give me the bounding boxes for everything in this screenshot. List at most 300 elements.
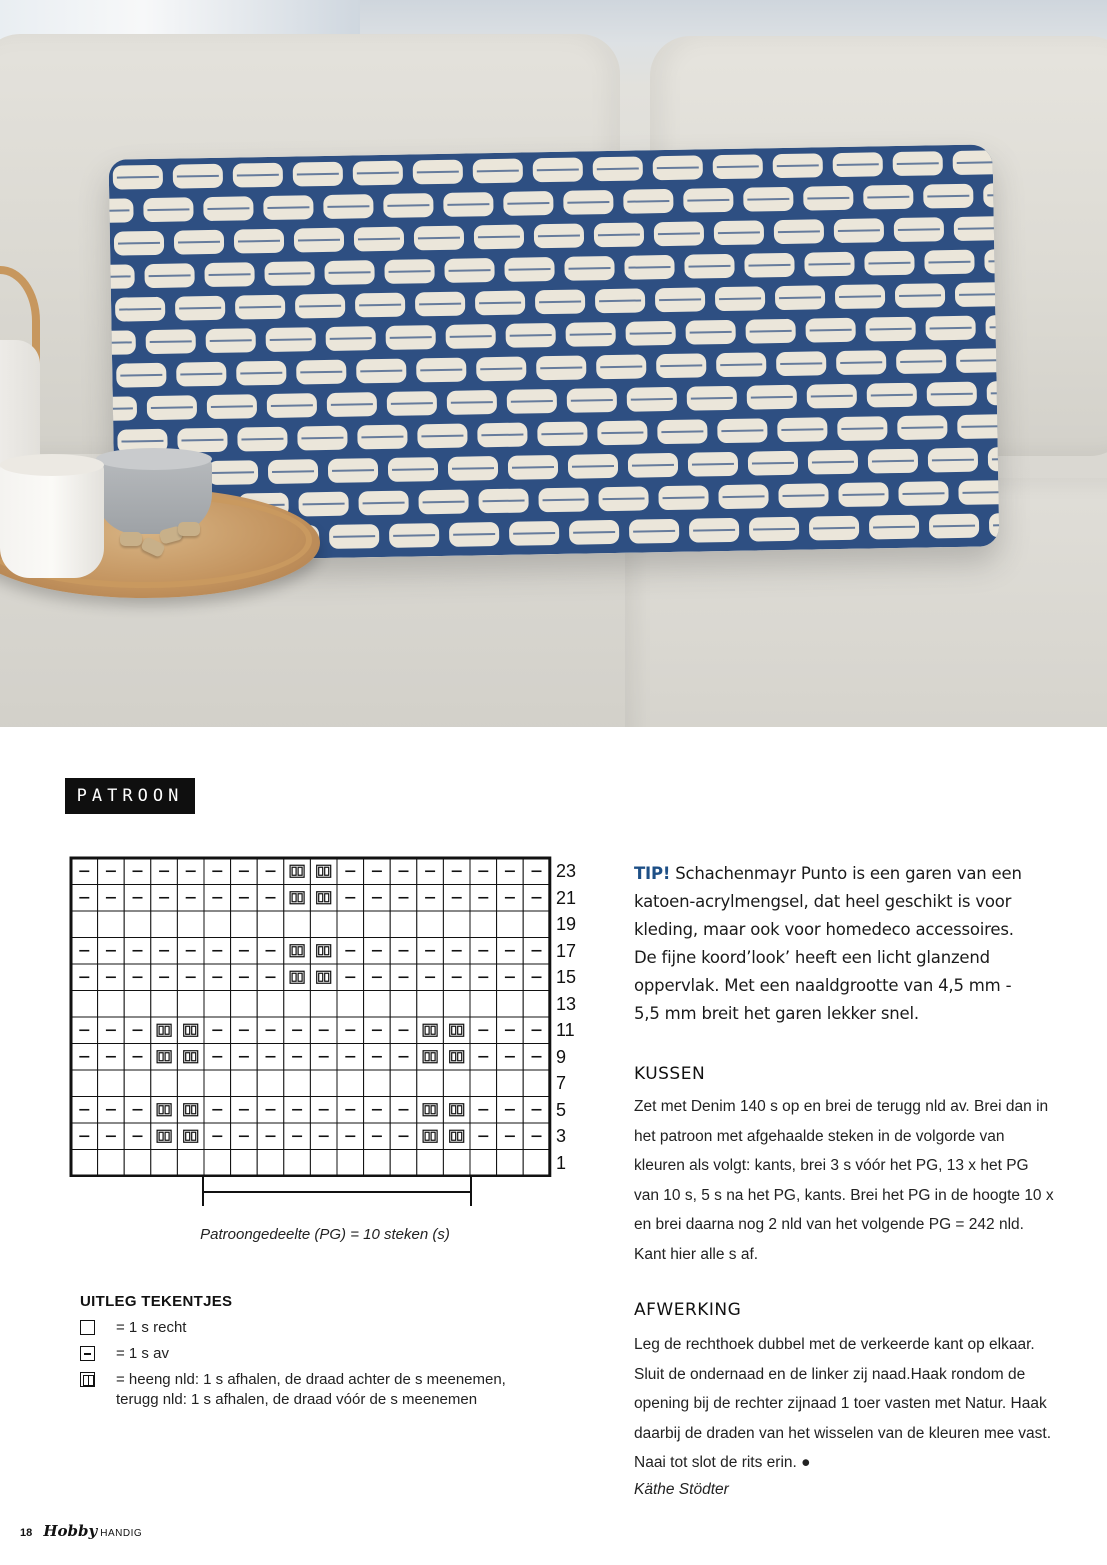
knit-stripe <box>601 432 643 433</box>
knit-stripe <box>272 471 314 472</box>
chart-caption: Patroongedeelte (PG) = 10 steken (s) <box>200 1226 450 1243</box>
chart-cell <box>177 1097 204 1124</box>
legend-item-av <box>80 1344 540 1364</box>
row-label: 13 <box>556 993 577 1014</box>
knit-stripe <box>267 207 309 208</box>
knit-stripe <box>109 210 130 211</box>
knit-stripe <box>109 342 132 343</box>
knit-stripe <box>269 273 311 274</box>
chart-cell <box>310 858 337 885</box>
chart-cell <box>417 1017 444 1044</box>
knit-stripe <box>181 440 223 441</box>
chart-cell <box>470 1150 497 1177</box>
chart-cell <box>284 1150 311 1177</box>
knit-stripe <box>480 369 522 370</box>
chart-cell <box>204 1070 231 1097</box>
knit-stripe <box>333 536 375 537</box>
knit-stripe <box>633 531 675 532</box>
row-label: 17 <box>556 940 577 961</box>
knit-stripe <box>418 238 460 239</box>
knit-stripe <box>961 426 999 427</box>
chart-cell <box>417 1044 444 1071</box>
knit-stripe <box>749 265 791 266</box>
knit-stripe <box>513 533 555 534</box>
tip-lead: TIP! <box>634 864 671 883</box>
chart-cell <box>390 1150 417 1177</box>
knit-stripe <box>509 269 551 270</box>
magazine-logo-sub: HANDIG <box>100 1528 143 1539</box>
chart-cell <box>231 911 258 938</box>
chart-cell <box>337 911 364 938</box>
knit-stripe <box>391 403 433 404</box>
chart-cell <box>364 911 391 938</box>
knit-stripe <box>481 435 523 436</box>
knit-stripe <box>179 308 221 309</box>
knit-stripe <box>300 372 342 373</box>
knit-stripe <box>753 529 795 530</box>
chart-cell <box>204 911 231 938</box>
afhalen-icon <box>80 1372 95 1387</box>
chart-cell <box>390 1070 417 1097</box>
chart-cell <box>310 991 337 1018</box>
chart-cell <box>337 991 364 1018</box>
row-label: 23 <box>556 861 577 881</box>
knit-stripe <box>813 528 855 529</box>
knit-stripe <box>659 299 701 300</box>
knit-stripe <box>297 174 339 175</box>
chart-cell <box>443 1044 470 1071</box>
knit-stripe <box>543 499 585 500</box>
knit-stripe <box>212 472 254 473</box>
chart-cell <box>231 991 258 1018</box>
chart-cell <box>364 1070 391 1097</box>
knit-stripe <box>843 494 885 495</box>
knit-stripe <box>723 496 765 497</box>
knit-stripe <box>303 504 345 505</box>
knit-stripe <box>720 364 762 365</box>
chart-cell <box>310 885 337 912</box>
knit-stripe <box>807 198 849 199</box>
knit-stripe <box>871 395 913 396</box>
chart-cell <box>443 1017 470 1044</box>
chart-cell <box>177 1070 204 1097</box>
knit-stripe <box>570 334 612 335</box>
knit-stripe <box>780 363 822 364</box>
chart-cell <box>204 1150 231 1177</box>
knit-stripe <box>873 527 915 528</box>
tip-box <box>634 860 1034 1028</box>
knit-stripe <box>207 208 249 209</box>
knit-stripe <box>721 430 763 431</box>
chart-cell <box>257 1070 284 1097</box>
knit-stripe <box>117 177 159 178</box>
chart-cell <box>310 938 337 965</box>
knit-stripe <box>477 171 519 172</box>
row-label: 7 <box>556 1073 567 1093</box>
knit-stripe <box>360 371 402 372</box>
knit-stripe <box>357 173 399 174</box>
knit-stripe <box>747 199 789 200</box>
chart-cell <box>523 1070 550 1097</box>
chart-cell <box>71 1150 98 1177</box>
chart-cell <box>284 938 311 965</box>
knit-stripe <box>930 328 972 329</box>
knit-stripe <box>693 530 735 531</box>
chart-cell <box>177 991 204 1018</box>
knit-stripe <box>119 309 161 310</box>
chart-cell <box>390 991 417 1018</box>
knit-stripe <box>781 429 823 430</box>
knit-stripe <box>271 405 313 406</box>
knit-stripe <box>870 329 912 330</box>
page-footer <box>20 1522 142 1540</box>
knit-stripe <box>597 168 639 169</box>
knit-stripe <box>150 341 192 342</box>
knit-stripe <box>270 339 312 340</box>
knit-stripe <box>627 201 669 202</box>
legend-item-afhalen <box>80 1370 540 1410</box>
knit-stripe <box>329 272 371 273</box>
knit-stripe <box>483 501 525 502</box>
chart-cell <box>98 911 125 938</box>
knit-stripe <box>750 331 792 332</box>
row-label: 9 <box>556 1046 567 1067</box>
row-label: 21 <box>556 887 577 908</box>
chart-cell <box>470 991 497 1018</box>
chart-cell <box>523 991 550 1018</box>
knit-stripe <box>537 170 579 171</box>
chart-cell <box>151 1123 178 1150</box>
chart-cell <box>310 1070 337 1097</box>
knit-stripe <box>600 366 642 367</box>
knit-stripe <box>778 231 820 232</box>
chart-cell <box>284 911 311 938</box>
chart-cell <box>497 991 524 1018</box>
chart-cell <box>284 964 311 991</box>
knit-stripe <box>359 305 401 306</box>
knit-stripe <box>958 228 1000 229</box>
bracket-bar <box>202 1191 472 1193</box>
knit-stripe <box>358 239 400 240</box>
knit-stripe <box>867 197 909 198</box>
knit-stripe <box>452 468 494 469</box>
knit-stripe <box>632 465 674 466</box>
knit-stripe <box>109 408 133 409</box>
knit-stripe <box>447 204 489 205</box>
knit-stripe <box>810 330 852 331</box>
chart-cell <box>204 991 231 1018</box>
legend-item-recht <box>80 1318 540 1338</box>
chart-cell <box>284 991 311 1018</box>
knit-stripe <box>811 396 853 397</box>
chart-cell <box>257 1150 284 1177</box>
knit-stripe <box>241 439 283 440</box>
knitting-chart <box>68 855 552 1177</box>
knit-stripe <box>960 360 999 361</box>
kussen-text: Zet met Denim 140 s op en brei de terugg nld av. Brei dan in het patroon met afgehaalde steken in de volgorde van kleuren als volgt: kants, brei 3 s vóór het PG, 13 x het PG van 10 s, 5 s na het PG, kants. Brei het PG in de hoogte 10 x en brei daarna nog 2 nld van het volgende PG = 242 nld. Kant hier alle s af. <box>634 1098 1054 1263</box>
knit-stripe <box>453 534 495 535</box>
row-label: 19 <box>556 914 577 934</box>
knit-stripe <box>957 162 999 163</box>
knit-stripe <box>717 166 759 167</box>
afwerking-heading: AFWERKING <box>634 1300 742 1320</box>
knit-stripe <box>661 431 703 432</box>
chart-cell <box>390 911 417 938</box>
chart-cell <box>497 1070 524 1097</box>
row-label: 3 <box>556 1126 567 1146</box>
chart-cell <box>71 991 98 1018</box>
knit-stripe <box>419 304 461 305</box>
knit-stripe <box>450 336 492 337</box>
chart-cell <box>310 911 337 938</box>
knit-stripe <box>839 296 881 297</box>
knit-stripe <box>149 275 191 276</box>
tip-text: Schachenmayr Punto is een garen van een katoen-acrylmengsel, dat heel geschikt is voor kleding, maar ook voor homedeco accessoires. De fijne koord’look’ heeft een licht glanzend oppervlak. Met een naaldgrootte van 4,5 mm - 5,5 mm breit het garen lekker snel. <box>634 864 1022 1023</box>
knit-stripe <box>629 267 671 268</box>
chart-cell <box>443 1097 470 1124</box>
chart-cell <box>257 991 284 1018</box>
legend-text: = 1 s av <box>116 1345 169 1362</box>
knit-stripe <box>687 200 729 201</box>
knit-stripe <box>451 402 493 403</box>
knit-stripe <box>178 242 220 243</box>
knit-stripe <box>109 276 131 277</box>
knit-stripe <box>238 241 280 242</box>
legend-text: = 1 s recht <box>116 1319 187 1336</box>
knit-stripe <box>147 209 189 210</box>
knit-stripe <box>449 270 491 271</box>
knit-stripe <box>121 441 163 442</box>
chart-cell <box>257 911 284 938</box>
knit-stripe <box>361 437 403 438</box>
chart-cell <box>177 1017 204 1044</box>
knit-stripe <box>387 205 429 206</box>
chart-cell <box>497 1150 524 1177</box>
chart-cell <box>337 1070 364 1097</box>
chart-cell <box>151 911 178 938</box>
knit-stripe <box>327 206 369 207</box>
bowl-top <box>96 448 212 470</box>
chart-cell <box>177 1150 204 1177</box>
chart-cell <box>151 1070 178 1097</box>
knit-stripe <box>837 164 879 165</box>
knit-stripe <box>690 332 732 333</box>
knit-stripe <box>180 374 222 375</box>
knit-stripe <box>240 373 282 374</box>
knit-stripe <box>299 306 341 307</box>
knit-stripe <box>571 400 613 401</box>
knit-stripe <box>598 234 640 235</box>
knit-stripe <box>567 202 609 203</box>
knit-stripe <box>691 398 733 399</box>
cup <box>0 462 104 578</box>
knit-stripe <box>903 493 945 494</box>
chart-cell <box>151 1044 178 1071</box>
chart-cell <box>310 964 337 991</box>
chart-cell <box>124 911 151 938</box>
cushion-photo <box>0 0 1107 727</box>
knit-stripe <box>569 268 611 269</box>
knit-stripe <box>603 498 645 499</box>
chart-cell <box>417 911 444 938</box>
knit-stripe <box>812 462 854 463</box>
row-label: 5 <box>556 1099 567 1120</box>
chart-cell <box>417 1150 444 1177</box>
knit-stripe <box>237 175 279 176</box>
knit-stripe <box>898 229 940 230</box>
knit-stripe <box>393 535 435 536</box>
chart-cell <box>417 1070 444 1097</box>
knit-stripe <box>752 463 794 464</box>
knit-stripe <box>120 375 162 376</box>
legend-title: UITLEG TEKENTJES <box>80 1293 233 1310</box>
knit-stripe <box>540 368 582 369</box>
knit-stripe <box>538 236 580 237</box>
knit-stripe <box>718 232 760 233</box>
knit-stripe <box>511 401 553 402</box>
knit-stripe <box>630 333 672 334</box>
knit-stripe <box>510 335 552 336</box>
chart-cell <box>443 991 470 1018</box>
legend-text: = heeng nld: 1 s afhalen, de draad achter de s meenemen, terugg nld: 1 s afhalen, de draad vóór de s meenemen <box>116 1371 506 1408</box>
knit-stripe <box>928 262 970 263</box>
chart-cell <box>284 1070 311 1097</box>
knit-stripe <box>599 300 641 301</box>
knit-stripe <box>210 340 252 341</box>
author: Käthe Stödter <box>634 1481 729 1498</box>
knit-stripe <box>363 503 405 504</box>
candy <box>178 522 200 536</box>
teapot <box>0 340 40 470</box>
chart-cell <box>443 1070 470 1097</box>
knit-stripe <box>478 237 520 238</box>
knit-stripe <box>692 464 734 465</box>
knit-stripe <box>660 365 702 366</box>
knit-stripe <box>872 461 914 462</box>
chart-cell <box>231 1150 258 1177</box>
chart-cell <box>151 1017 178 1044</box>
av-icon <box>80 1346 95 1361</box>
knit-stripe <box>927 196 969 197</box>
chart-cell <box>98 1070 125 1097</box>
chart-cell <box>310 1150 337 1177</box>
knit-stripe <box>840 362 882 363</box>
recht-icon <box>80 1320 95 1335</box>
chart-cell <box>470 1070 497 1097</box>
knit-stripe <box>868 263 910 264</box>
chart-cell <box>443 1123 470 1150</box>
chart-cell <box>470 911 497 938</box>
knit-stripe <box>663 497 705 498</box>
knit-stripe <box>689 266 731 267</box>
knit-stripe <box>507 203 549 204</box>
chart-cell <box>443 911 470 938</box>
knit-stripe <box>808 264 850 265</box>
knit-stripe <box>392 469 434 470</box>
chart-cell <box>98 991 125 1018</box>
chart-cell <box>71 911 98 938</box>
chart-cell <box>124 991 151 1018</box>
knit-stripe <box>777 165 819 166</box>
chart-cell <box>124 1150 151 1177</box>
row-label: 1 <box>556 1152 567 1173</box>
magazine-logo: Hobby <box>43 1522 98 1540</box>
chart-cell <box>523 1150 550 1177</box>
pattern-repeat-bracket <box>202 1176 472 1206</box>
chart-cell <box>177 1123 204 1150</box>
knit-stripe <box>719 298 761 299</box>
chart-cell <box>284 858 311 885</box>
knit-stripe <box>657 167 699 168</box>
knit-stripe <box>963 492 1000 493</box>
knit-stripe <box>512 467 554 468</box>
knit-stripe <box>779 297 821 298</box>
knit-stripe <box>992 459 1000 460</box>
knit-stripe <box>390 337 432 338</box>
knit-stripe <box>423 502 465 503</box>
knit-stripe <box>177 176 219 177</box>
chart-cell <box>71 1070 98 1097</box>
chart-cell <box>151 1097 178 1124</box>
knit-stripe <box>573 532 615 533</box>
knit-stripe <box>209 274 251 275</box>
knit-stripe <box>301 438 343 439</box>
knit-stripe <box>783 495 825 496</box>
knit-stripe <box>631 399 673 400</box>
knit-stripe <box>211 406 253 407</box>
candy <box>120 532 142 546</box>
page-number: 18 <box>20 1527 33 1539</box>
chart-cell <box>417 1123 444 1150</box>
knit-stripe <box>572 466 614 467</box>
chart-cell <box>177 911 204 938</box>
row-label: 15 <box>556 967 577 987</box>
chart-cell <box>337 1150 364 1177</box>
knit-stripe <box>330 338 372 339</box>
knit-stripe <box>932 460 974 461</box>
chart-cell <box>364 1150 391 1177</box>
bracket-right <box>470 1176 472 1206</box>
knit-stripe <box>239 307 281 308</box>
knit-stripe <box>933 526 975 527</box>
knit-stripe <box>479 303 521 304</box>
afwerking-text: Leg de rechthoek dubbel met de verkeerde kant op elkaar. Sluit de ondernaad en de linker zij naad.Haak rondom de opening bij de rechter zijnaad 1 toer vasten met Natur. Haak daarbij de draden van het wisselen van de kleuren mee vast. Naai tot slot de rits erin. ● <box>634 1336 1052 1471</box>
chart-cell <box>151 1150 178 1177</box>
chart-cell <box>231 1070 258 1097</box>
knit-stripe <box>151 407 193 408</box>
chart-cell <box>284 885 311 912</box>
chart-cell <box>417 1097 444 1124</box>
chart-cell <box>124 1070 151 1097</box>
cup-top <box>0 454 104 476</box>
legend <box>80 1318 540 1416</box>
knit-stripe <box>541 433 583 434</box>
knit-stripe <box>901 427 943 428</box>
patroon-heading: PATROON <box>65 778 195 814</box>
chart-cell <box>177 1044 204 1071</box>
chart-cell <box>497 911 524 938</box>
kussen-heading: KUSSEN <box>634 1064 706 1084</box>
chart-cell <box>364 991 391 1018</box>
chart-cell <box>98 1150 125 1177</box>
knit-stripe <box>389 271 431 272</box>
knit-stripe <box>841 428 883 429</box>
knit-stripe <box>420 370 462 371</box>
knit-stripe <box>118 243 160 244</box>
knit-stripe <box>417 172 459 173</box>
chart-cell <box>417 991 444 1018</box>
knit-stripe <box>900 361 942 362</box>
